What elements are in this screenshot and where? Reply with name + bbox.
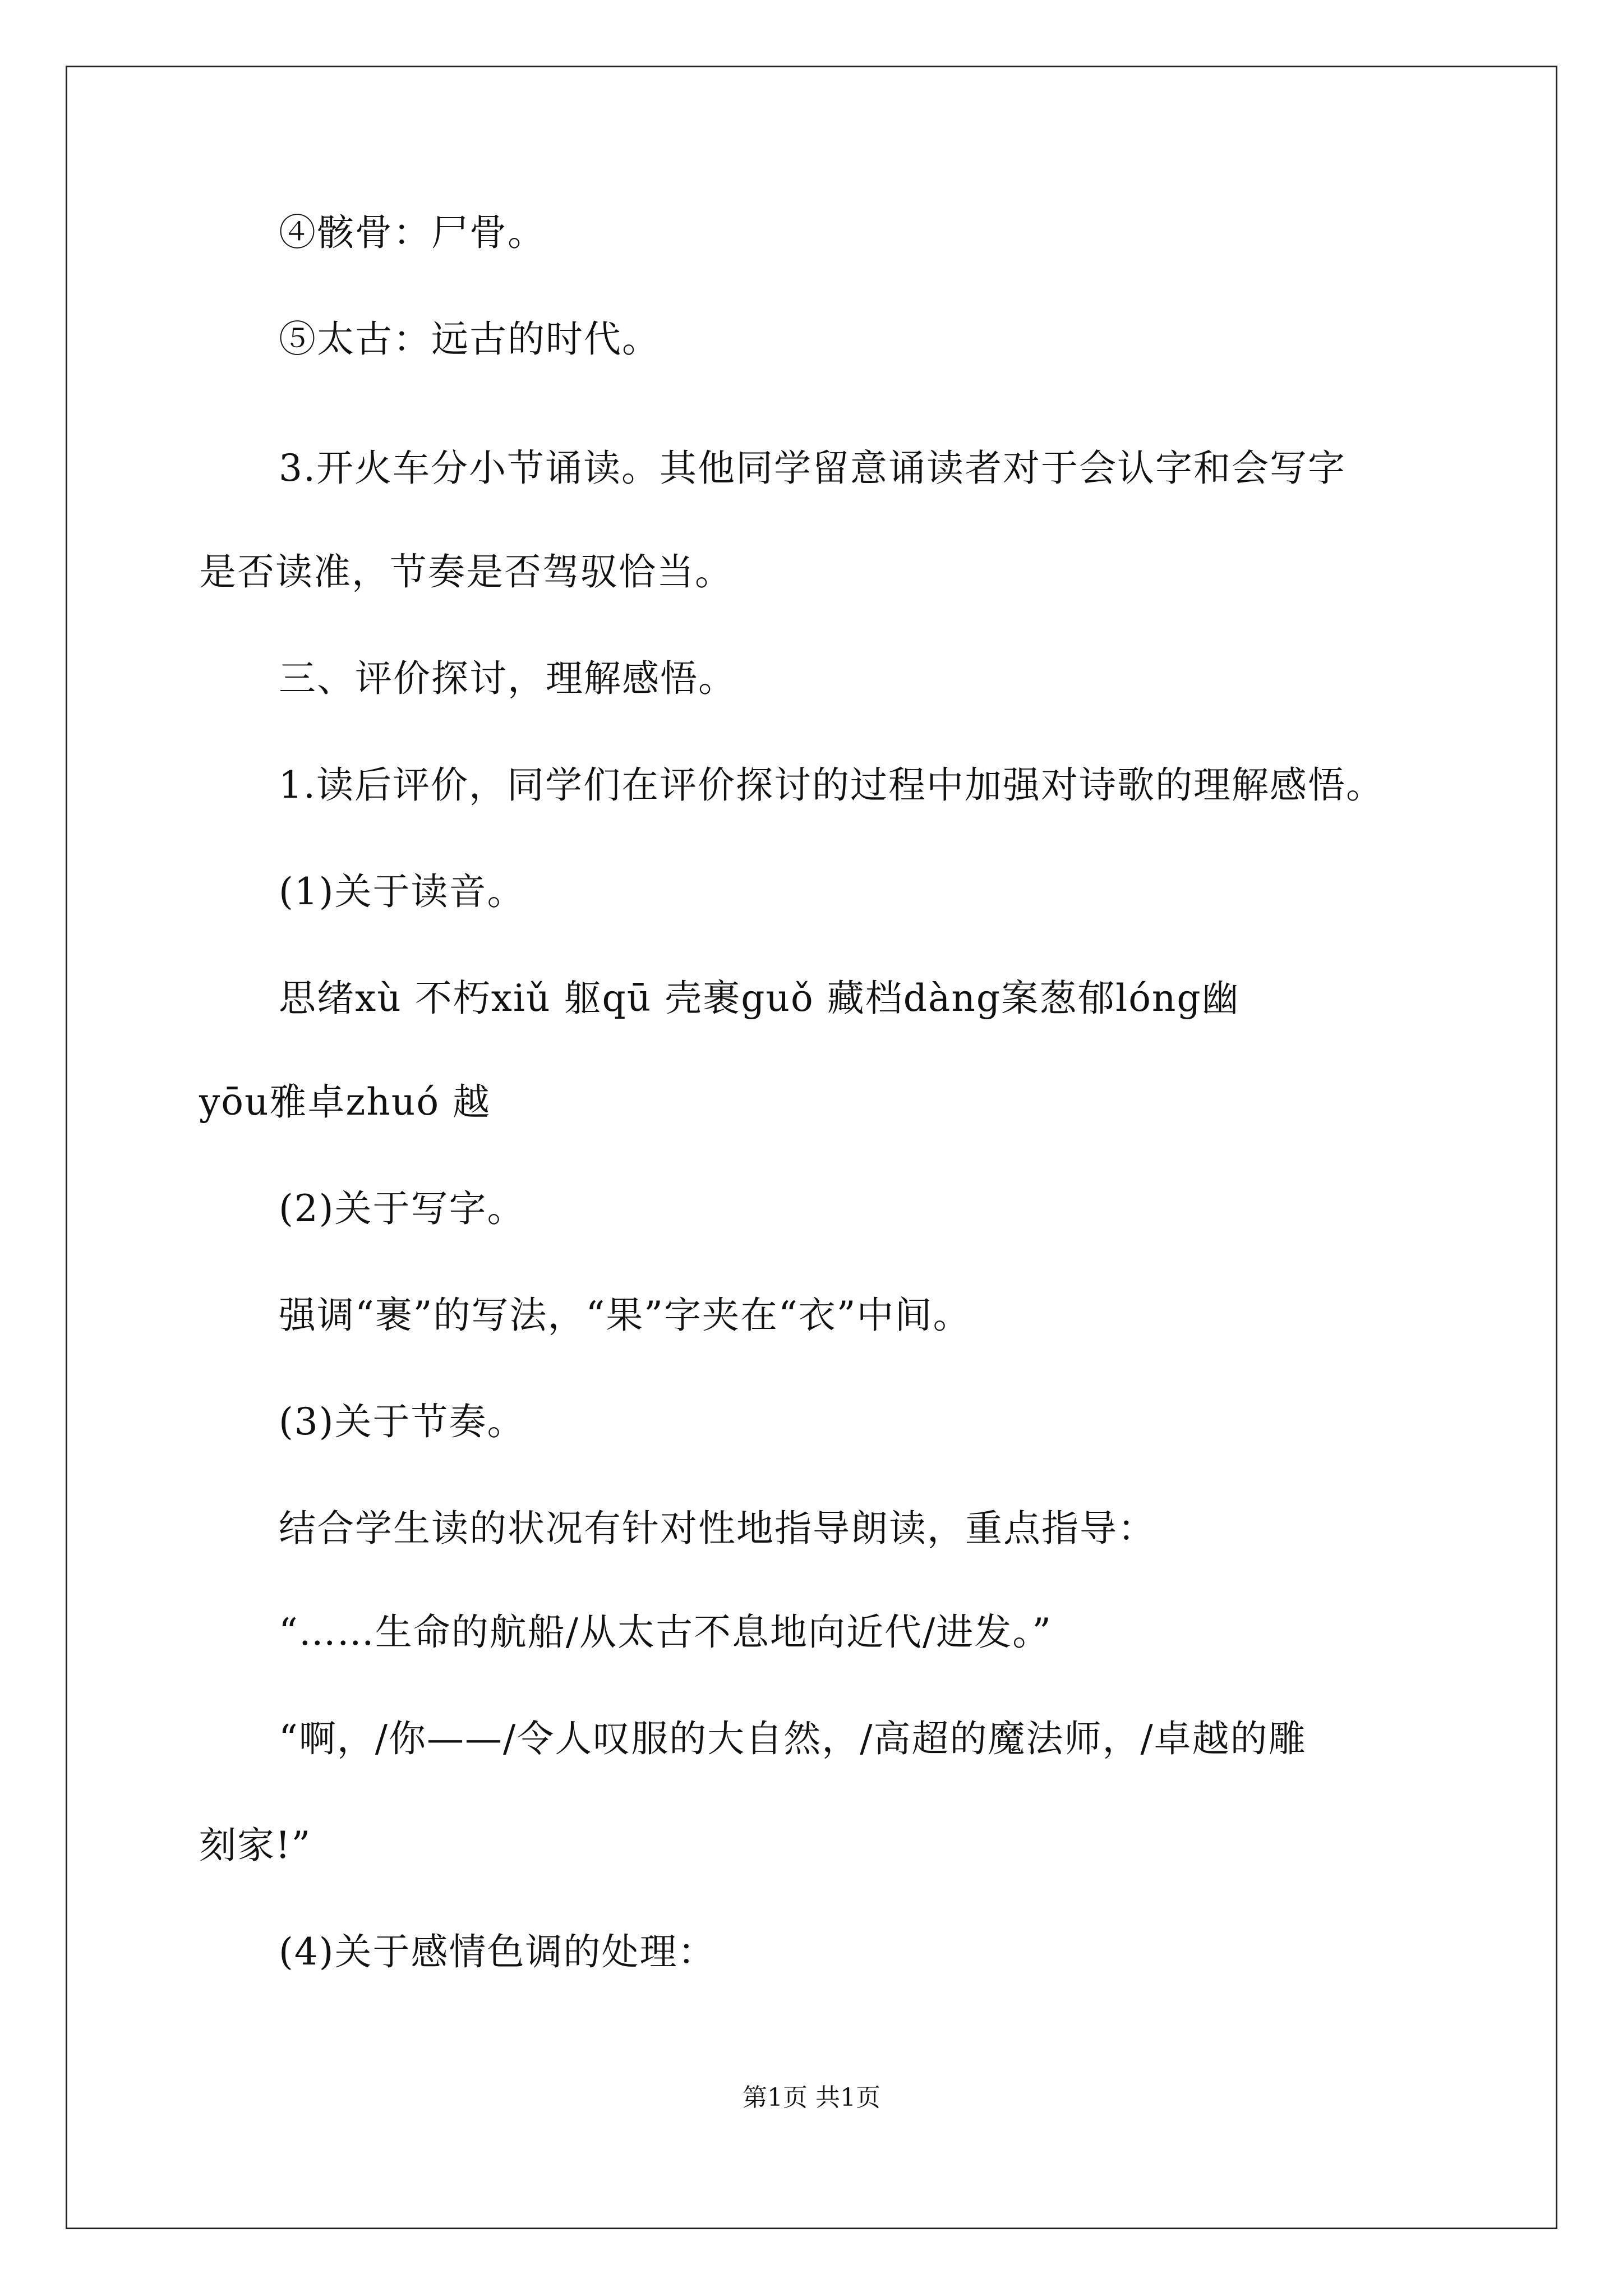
paragraph-line: 思绪xù 不朽xiǔ 躯qū 壳裹guǒ 藏档dàng案葱郁lóng幽 xyxy=(279,977,1240,1020)
subheading: (3)关于节奏。 xyxy=(279,1400,525,1443)
section-heading: 三、评价探讨，理解感悟。 xyxy=(279,657,736,700)
quote-line: “……生命的航船/从太古不息地向近代/进发。” xyxy=(279,1611,1052,1654)
subheading: (4)关于感情色调的处理： xyxy=(279,1930,716,1973)
page-footer: 第1页 共1页 xyxy=(743,2083,880,2112)
page-border xyxy=(66,66,1557,2229)
subheading: (2)关于写字。 xyxy=(279,1187,525,1230)
paragraph-line: 3.开火车分小节诵读。其他同学留意诵读者对于会认字和会写字 xyxy=(279,447,1346,490)
quote-line: “啊，/你——/令人叹服的大自然，/高超的魔法师，/卓越的雕 xyxy=(279,1717,1307,1760)
paragraph-line: 1.读后评价，同学们在评价探讨的过程中加强对诗歌的理解感悟。 xyxy=(279,763,1384,807)
paragraph-line: 结合学生读的状况有针对性地指导朗读，重点指导： xyxy=(279,1507,1156,1550)
paragraph-line: 强调“裹”的写法，“果”字夹在“衣”中间。 xyxy=(279,1294,971,1337)
subheading: (1)关于读音。 xyxy=(279,870,525,913)
annotation-line: ④骸骨：尸骨。 xyxy=(279,211,546,254)
paragraph-line: 是否读准，节奏是否驾驭恰当。 xyxy=(199,550,733,593)
paragraph-line: yōu雅卓zhuó 越 xyxy=(199,1080,491,1124)
quote-line: 刻家!” xyxy=(199,1824,312,1867)
annotation-line: ⑤太古：远古的时代。 xyxy=(279,318,660,361)
